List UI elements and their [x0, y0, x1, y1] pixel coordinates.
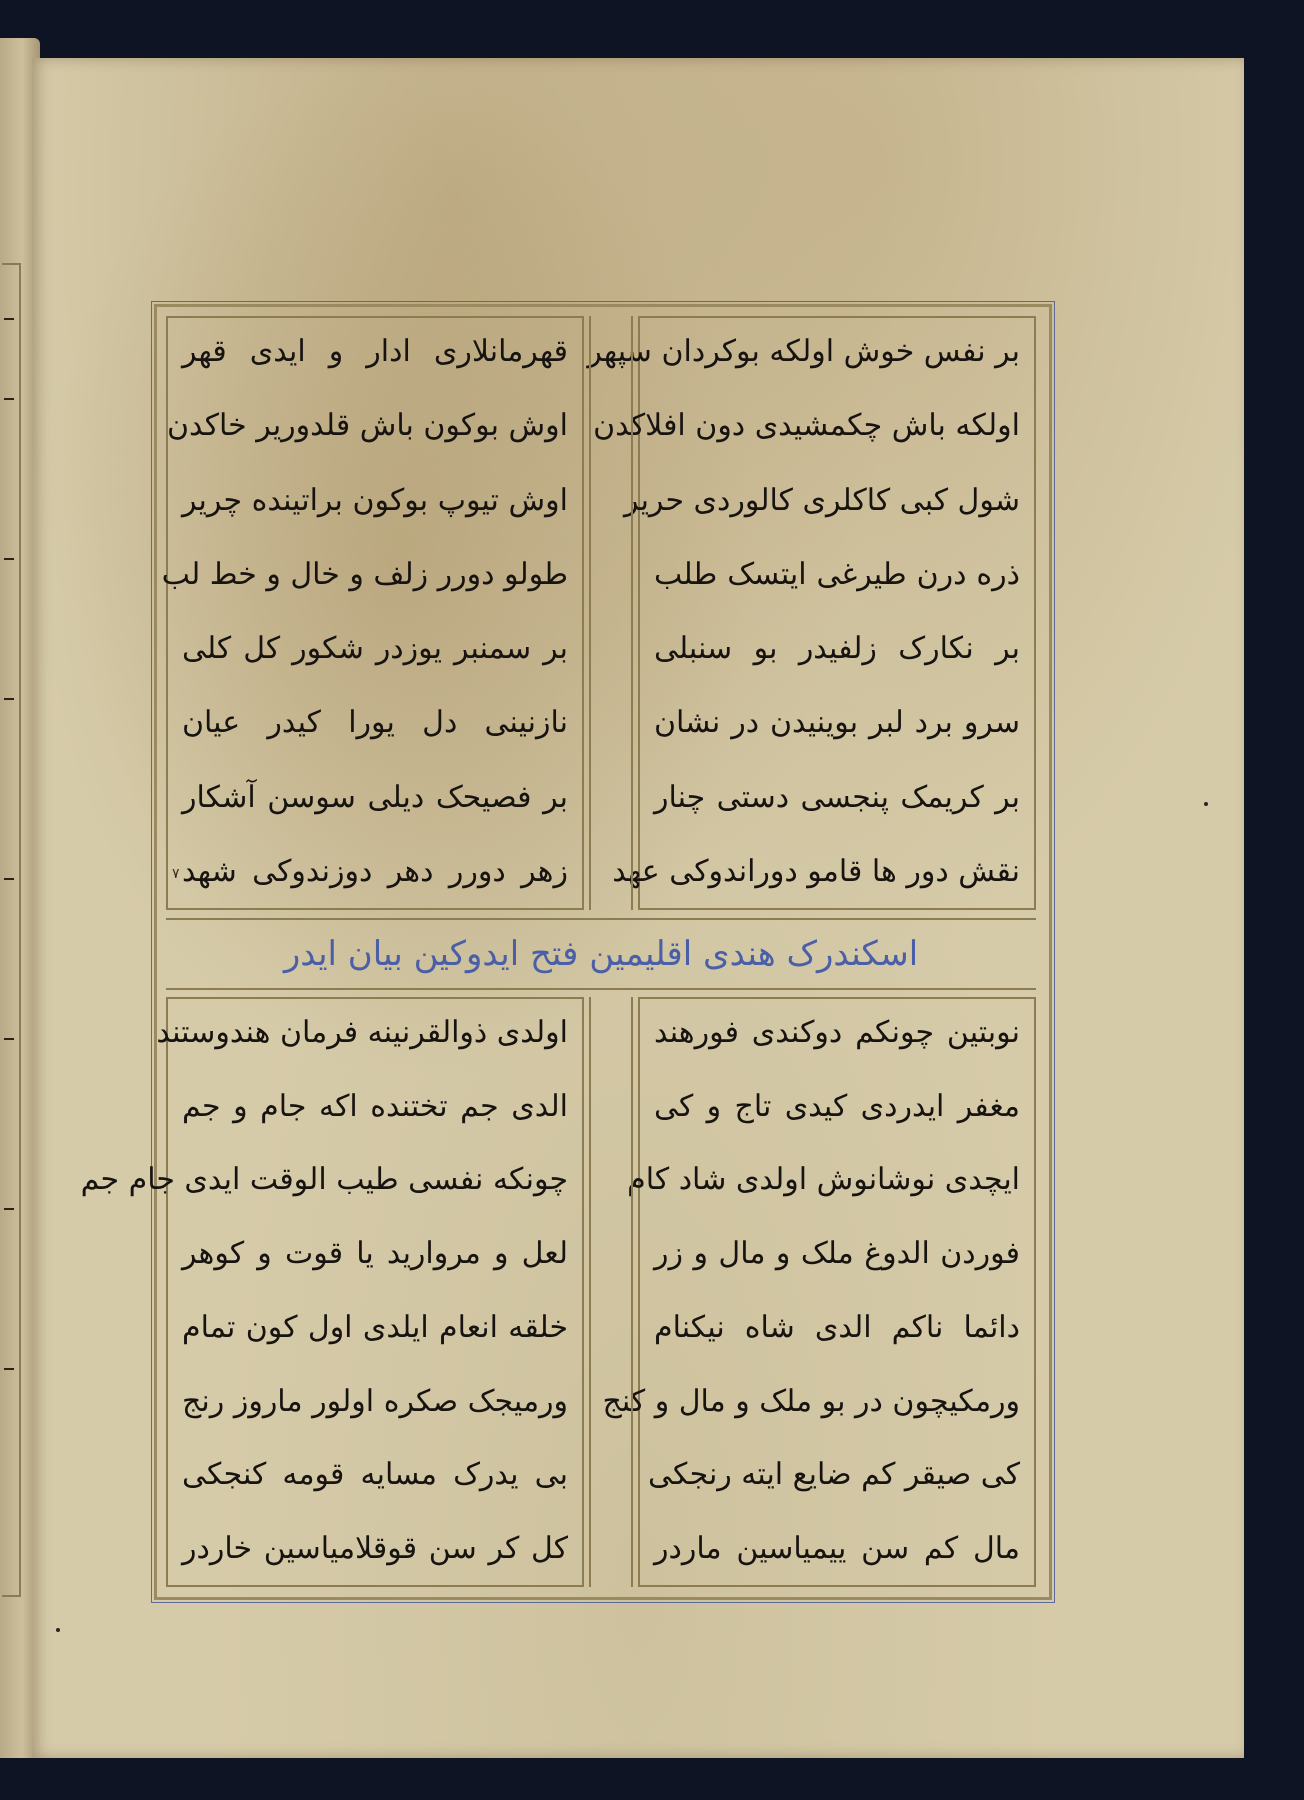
- verse-line: سرو برد لبر بوینیدن در نشان: [654, 705, 1020, 741]
- facing-page-ink: [4, 1038, 14, 1040]
- facing-page-ink: [4, 878, 14, 880]
- column-gutter-bottom: [589, 997, 633, 1587]
- ink-speck: [56, 1628, 60, 1632]
- verse-line: اوش تیوپ بوکون براتینده چریر: [182, 482, 568, 518]
- facing-page-ink: [4, 558, 14, 560]
- verse-line: شول کبی کاکلری کالوردی حریر: [624, 482, 1020, 518]
- verse-line: ورمیجک صکره اولور ماروز رنج: [182, 1383, 568, 1419]
- text-block-frame: [80, 304, 1052, 1600]
- facing-page-frame: [2, 263, 21, 1597]
- verse-line: کل کر سن قوقلامیاسین خاردر: [182, 1530, 568, 1566]
- verse-line: کی صیقر کم ضایع ایته رنجکی: [648, 1457, 1020, 1493]
- facing-page-ink: [4, 398, 14, 400]
- verse-line: ورمکیچون در بو ملک و مال و کنج: [602, 1383, 1020, 1419]
- verse-line: نقش دور ها قامو دوراندوکی عهد: [612, 853, 1020, 889]
- verse-line: فوردن الدوغ ملک و مال و زر: [654, 1236, 1020, 1272]
- rubric-heading-text: اسکندرک هندی اقلیمین فتح ایدوکین بیان ایدر: [283, 934, 919, 974]
- verse-line: لعل و مروارید یا قوت و کوهر: [182, 1236, 568, 1272]
- verse-line: بر سمنبر یوزدر شکور کل کلی: [182, 631, 568, 667]
- ink-speck: [1204, 802, 1208, 806]
- rubric-heading: [166, 918, 1036, 990]
- verse-line: طولو دورر زلف و خال و خط لب: [161, 556, 568, 592]
- verse-line: بی یدرک مسایه قومه کنجکی: [182, 1457, 568, 1493]
- verse-line: زهر دورر دهر دوزندوکی شهد: [182, 853, 568, 889]
- facing-page-ink: [4, 318, 14, 320]
- verse-line: مال کم سن ییمیاسین ماردر: [654, 1530, 1020, 1566]
- facing-page-ink: [4, 698, 14, 700]
- verse-line: خلقه انعام ایلدی اول کون تمام: [182, 1309, 568, 1345]
- column-top-left: [161, 316, 584, 910]
- facing-page-ink: [4, 1368, 14, 1370]
- verse-line: اوش بوکون باش قلدوریر خاکدن: [166, 408, 568, 444]
- column-top-right: [587, 316, 1036, 910]
- verse-line: الدی جم تختنده اکه جام و جم: [182, 1088, 568, 1124]
- facing-page-ink: [4, 1208, 14, 1210]
- verse-marker: ٧: [172, 866, 180, 882]
- verse-line: بر فصیحک دیلی سوسن آشکار: [182, 779, 568, 815]
- verse-line: بر کریمک پنجسی دستی چنار: [654, 779, 1020, 815]
- verse-line: نازنینی دل یورا کیدر عیان: [182, 705, 568, 741]
- verse-line: اولکه باش چکمشیدی دون افلاکدن: [593, 408, 1020, 444]
- verse-line: بر نکارک زلفیدر بو سنبلی: [654, 631, 1020, 667]
- verse-line: ایچدی نوشانوش اولدی شاد کام: [627, 1162, 1020, 1198]
- column-bottom-left: [80, 997, 584, 1587]
- verse-line: نوبتین چونکم دوکندی فورهند: [654, 1015, 1020, 1050]
- verse-line: چونکه نفسی طیب الوقت ایدی جام جم: [80, 1162, 568, 1198]
- verse-line: دائما ناکم الدی شاه نیکنام: [654, 1309, 1020, 1345]
- verse-line: قهرمانلاری ادار و ایدی قهر: [182, 334, 568, 369]
- column-bottom-right: [602, 997, 1036, 1587]
- verse-line: ذره درن طیرغی ایتسک طلب: [654, 556, 1020, 592]
- verse-line: اولدی ذوالقرنینه فرمان هندوستند: [156, 1015, 568, 1050]
- column-gutter-top: [589, 316, 633, 910]
- verse-line: مغفر ایدردی کیدی تاج و کی: [654, 1088, 1020, 1124]
- manuscript-leaf: [32, 58, 1244, 1758]
- verse-line: بر نفس خوش اولکه بوکردان سپهر: [587, 334, 1020, 369]
